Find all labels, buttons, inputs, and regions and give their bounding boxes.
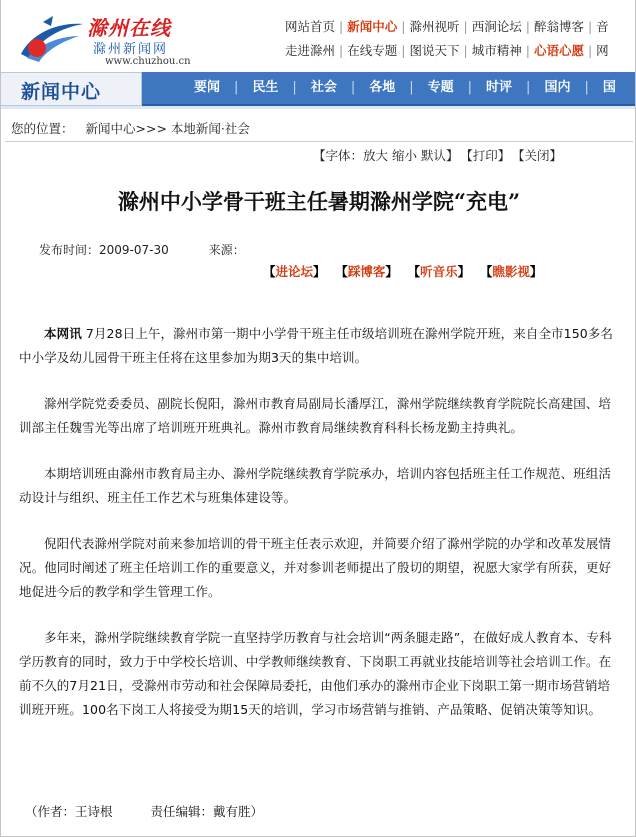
nav-item-commentary[interactable]: 时评 xyxy=(486,80,513,95)
publish-date: 2009-07-30 xyxy=(99,243,169,257)
toplink-blog[interactable]: 醉翁博客 xyxy=(533,19,584,34)
toplink-news-center[interactable]: 新闻中心 xyxy=(347,19,398,34)
toplink-wishes[interactable]: 心语心愿 xyxy=(533,43,584,58)
nav-item-regions[interactable]: 各地 xyxy=(369,80,396,95)
nav-divider xyxy=(1,106,636,109)
article-byline xyxy=(25,802,263,820)
nav-section-title: 新闻中心 xyxy=(21,81,102,103)
nav-item-society[interactable]: 社会 xyxy=(310,80,337,95)
print-button[interactable]: 【打印】 xyxy=(466,148,511,163)
author: （作者：王诗根 xyxy=(25,804,113,819)
logo-title: 滁州在线 xyxy=(87,16,171,40)
article-tools xyxy=(313,146,562,164)
nav-section-box xyxy=(1,72,142,106)
toplink-topics[interactable]: 在线专题 xyxy=(347,43,398,58)
nav-item-livelihood[interactable]: 民生 xyxy=(252,80,279,95)
nav-menu: 要闻 | 民生 | 社会 | 各地 | 专题 | 时评 | 国内 | 国 xyxy=(142,72,636,106)
breadcrumb-path[interactable]: 新闻中心>>> 本地新闻·社会 xyxy=(85,121,250,136)
date-label: 发布时间： xyxy=(39,243,100,257)
logo-subtitle: 滁州新闻网 xyxy=(93,42,169,57)
link-music[interactable]: 听音乐 xyxy=(420,264,458,279)
nav-item-headlines[interactable]: 要闻 xyxy=(194,80,221,95)
editor: 责任编辑：戴有胜） xyxy=(150,804,264,819)
paragraph-4: 倪阳代表滁州学院对前来参加培训的骨干班主任表示欢迎，并简要介绍了滁州学院的办学和改革发展情况。他同时阐述了班主任培训工作的重要意义，并对参训老师提出了殷切的期望，祝愿大家学有所获，更好地促进今后的教学和学生管理工作。 xyxy=(19,536,612,599)
article-body xyxy=(19,322,619,744)
toplink-music[interactable]: 音 xyxy=(596,19,609,34)
toplink-home[interactable]: 网站首页 xyxy=(285,19,336,34)
article-meta xyxy=(39,241,245,258)
link-forum[interactable]: 进论坛 xyxy=(275,264,314,279)
paragraph-2: 滁州学院党委委员、副院长倪阳，滁州市教育局副局长潘厚江，滁州学院继续教育学院院长高建国、培训部主任魏雪光等出席了培训班开班典礼。滁州市教育局继续教育科科长杨龙勤主持典礼。 xyxy=(19,396,612,435)
related-links: 【进论坛】 【踩博客】 【听音乐】 【瞧影视】 xyxy=(263,264,543,279)
paragraph-5: 多年来，滁州学院继续教育学院一直坚持学历教育与社会培训“两条腿走路”，在做好成人教育本、专科学历教育的同时，致力于中学校长培训、中学教师继续教育、下岗职工再就业技能培训等社会培训工作。在前不久的7月21日，受滁州市劳动和社会保障局委托，由他们承办的滁州市企业下岗职工第一期市场营销培训班开班。100名下岗工人将接受为期15天的培训，学习市场营销与推销、产品策略、促销决策等知识。 xyxy=(19,630,612,717)
source-label: 来源： xyxy=(208,243,245,257)
font-size-controls[interactable]: 【字体：放大 缩小 默认】 xyxy=(313,148,459,163)
close-button[interactable]: 【关闭】 xyxy=(518,148,562,163)
top-links-row-2: 走进滁州 | 在线专题 | 图说天下 | 城市精神 | 心语心愿 | 网 xyxy=(285,43,609,58)
paragraph-3: 本期培训班由滁州市教育局主办、滁州学院继续教育学院承办，培训内容包括班主任工作规范、班组活动设计与组织、班主任工作艺术与班集体建设等。 xyxy=(19,466,612,505)
nav-item-international[interactable]: 国 xyxy=(602,80,616,95)
toplink-video[interactable]: 滁州视听 xyxy=(409,19,460,34)
toplink-city-spirit[interactable]: 城市精神 xyxy=(471,43,522,58)
breadcrumb-label: 您的位置： xyxy=(11,121,74,136)
site-header xyxy=(1,0,635,72)
toplink-net[interactable]: 网 xyxy=(596,43,609,58)
breadcrumb xyxy=(11,119,250,137)
top-links xyxy=(285,16,636,64)
main-nav xyxy=(1,72,635,106)
toplink-photos[interactable]: 图说天下 xyxy=(409,43,460,58)
logo-url: www.chuzhou.cn xyxy=(105,56,191,67)
link-video[interactable]: 瞧影视 xyxy=(492,264,530,279)
top-links-row-1: 网站首页 | 新闻中心 | 滁州视听 | 西涧论坛 | 醉翁博客 | 音 xyxy=(285,19,609,34)
site-logo[interactable] xyxy=(17,10,197,68)
link-blog[interactable]: 踩博客 xyxy=(347,264,386,279)
toplink-about-chuzhou[interactable]: 走进滁州 xyxy=(285,43,336,58)
nav-item-topics[interactable]: 专题 xyxy=(427,80,454,95)
paragraph-1: 本网讯 7月28日上午，滁州市第一期中小学骨干班主任市级培训班在滁州学院开班，来自全市150多名中小学及幼儿园骨干班主任将在这里参加为期3天的集中培训。 xyxy=(19,326,614,365)
nav-item-domestic[interactable]: 国内 xyxy=(544,80,571,95)
logo-swirl-icon xyxy=(17,14,87,64)
toplink-forum[interactable]: 西涧论坛 xyxy=(471,19,522,34)
lead-tag: 本网讯 xyxy=(44,326,82,341)
article-title: 滁州中小学骨干班主任暑期滁州学院“充电” xyxy=(117,189,521,214)
breadcrumb-divider xyxy=(5,141,633,142)
